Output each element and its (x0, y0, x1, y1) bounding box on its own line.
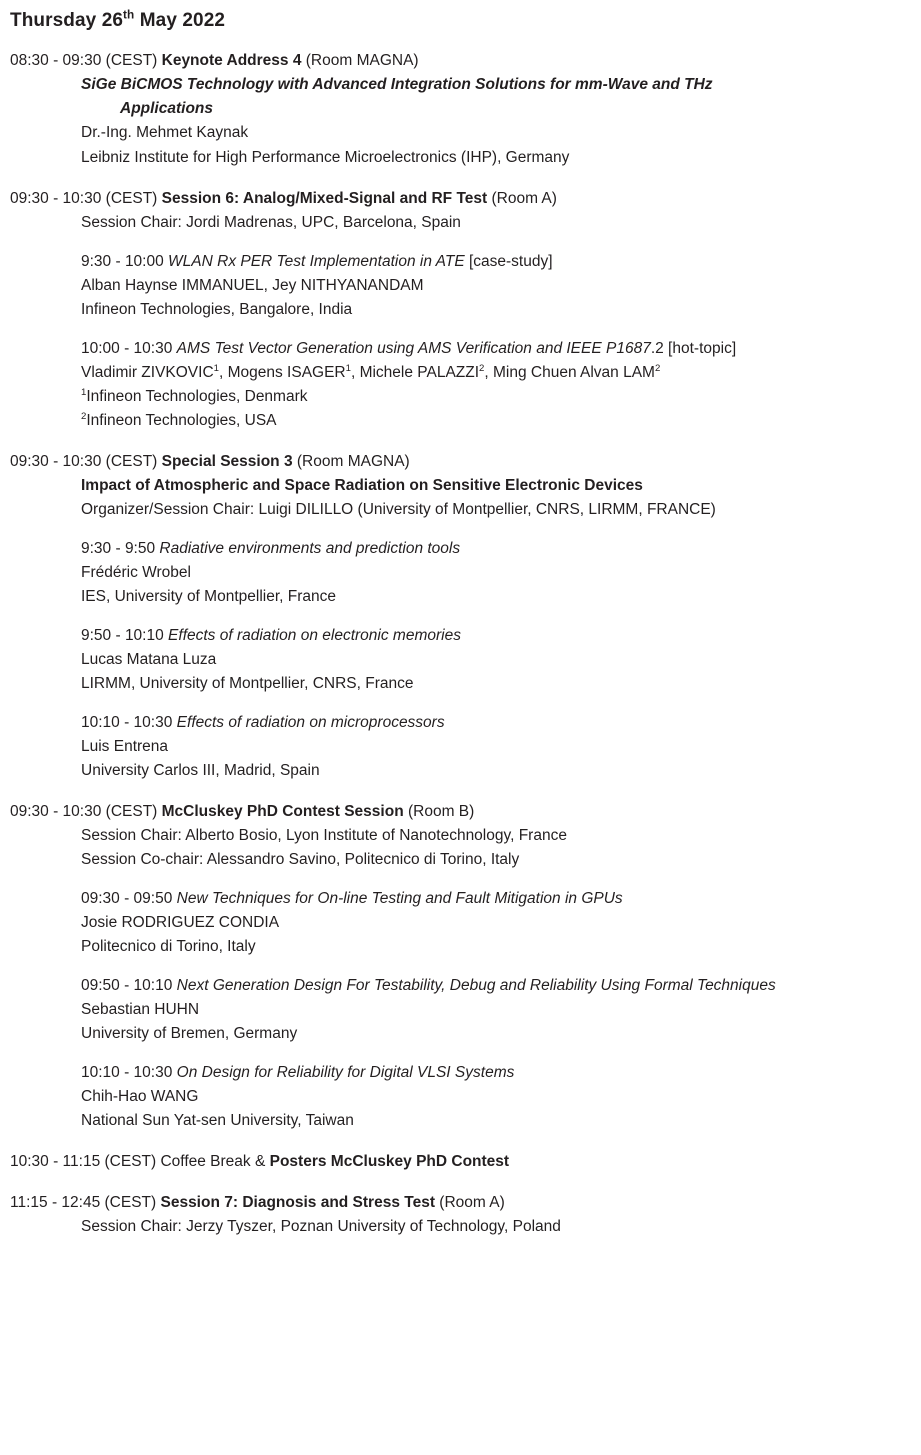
schedule-line (81, 146, 911, 170)
text-run: Josie RODRIGUEZ CONDIA (81, 913, 280, 931)
text-run: Luis Entrena (81, 737, 169, 755)
schedule-line (10, 1150, 911, 1174)
schedule-line (81, 385, 911, 409)
text-run: (Room A) (434, 1194, 505, 1212)
text-run: Dr.-Ing. Mehmet Kaynak (81, 124, 249, 142)
text-run: , Ming Chuen Alvan LAM (484, 363, 655, 381)
schedule-list (10, 49, 911, 1239)
line-spacer (10, 322, 911, 337)
text-run: Lucas Matana Luza (81, 650, 217, 668)
text-run: Infineon Technologies, Denmark (86, 387, 308, 405)
text-run: On Design for Reliability for Digital VLSI Systems (176, 1063, 515, 1081)
schedule-line (120, 97, 911, 121)
schedule-line (81, 1085, 911, 1109)
schedule-line (81, 735, 911, 759)
text-run: Infineon Technologies, USA (86, 411, 277, 429)
schedule-line (81, 274, 911, 298)
text-run: , Mogens ISAGER (218, 363, 346, 381)
text-run: 11:15 - 12:45 (CEST) (10, 1194, 161, 1212)
schedule-block (10, 1191, 911, 1239)
text-run: 09:50 - 10:10 (81, 976, 177, 994)
text-run: National Sun Yat-sen University, Taiwan (81, 1112, 354, 1130)
text-run: , Michele PALAZZI (350, 363, 480, 381)
schedule-block (10, 800, 911, 1133)
schedule-line (81, 1215, 911, 1239)
text-run: 10:00 - 10:30 (81, 339, 177, 357)
schedule-line (10, 1191, 911, 1215)
line-spacer (10, 696, 911, 711)
schedule-line (81, 585, 911, 609)
schedule-line (81, 711, 911, 735)
text-run: Effects of radiation on microprocessors (176, 713, 445, 731)
schedule-line (81, 498, 911, 522)
text-run: 9:30 - 10:00 (81, 252, 169, 270)
schedule-line (81, 759, 911, 783)
schedule-line (10, 450, 911, 474)
text-run: Radiative environments and prediction tools (159, 539, 461, 557)
affiliation-marker: 1 (213, 362, 219, 374)
schedule-line (81, 911, 911, 935)
text-run: Alban Haynse IMMANUEL, Jey NITHYANANDAM (81, 276, 424, 294)
text-run: Session Co-chair: Alessandro Savino, Politecnico di Torino, Italy (81, 850, 520, 868)
schedule-line (81, 935, 911, 959)
text-run: 09:30 - 10:30 (CEST) (10, 452, 162, 470)
line-spacer (10, 872, 911, 887)
text-run: Infineon Technologies, Bangalore, India (81, 300, 353, 318)
text-run: 9:30 - 9:50 (81, 539, 160, 557)
line-spacer (10, 1046, 911, 1061)
schedule-line (81, 648, 911, 672)
text-run: 10:10 - 10:30 (81, 713, 177, 731)
text-run: Leibniz Institute for High Performance Microelectronics (IHP), Germany (81, 148, 570, 166)
schedule-line (81, 998, 911, 1022)
text-run: Sebastian HUHN (81, 1000, 200, 1018)
line-spacer (10, 235, 911, 250)
text-run: 9:50 - 10:10 (81, 626, 169, 644)
text-run: Session 6: Analog/Mixed-Signal and RF Test (161, 189, 488, 207)
line-spacer (10, 609, 911, 624)
text-run: 09:30 - 10:30 (CEST) (10, 189, 162, 207)
schedule-line (81, 337, 911, 361)
schedule-line (81, 848, 911, 872)
text-run: 10:30 - 11:15 (CEST) Coffee Break & (10, 1153, 270, 1171)
schedule-line (81, 474, 911, 498)
day-title-rest: May 2022 (134, 10, 226, 31)
text-run: 08:30 - 09:30 (CEST) (10, 52, 162, 70)
text-run: (Room MAGNA) (301, 52, 419, 70)
affiliation-marker: 2 (81, 410, 87, 422)
schedule-line (10, 49, 911, 73)
schedule-line (81, 361, 911, 385)
page-title (10, 6, 911, 35)
schedule-line (10, 800, 911, 824)
text-run: Session Chair: Alberto Bosio, Lyon Institute of Nanotechnology, France (81, 826, 567, 844)
text-run: Next Generation Design For Testability, Debug and Reliability Using Formal Techniques (176, 976, 776, 994)
schedule-line (81, 298, 911, 322)
text-run: Vladimir ZIVKOVIC (81, 363, 214, 381)
text-run: IES, University of Montpellier, France (81, 587, 336, 605)
text-run: Effects of radiation on electronic memories (168, 626, 461, 644)
day-title-main: Thursday 26 (10, 10, 124, 31)
schedule-block (10, 1150, 911, 1174)
schedule-line (81, 250, 911, 274)
text-run: WLAN Rx PER Test Implementation in ATE (168, 252, 465, 270)
schedule-line (81, 121, 911, 145)
schedule-line (81, 561, 911, 585)
affiliation-marker: 1 (81, 386, 87, 398)
schedule-block (10, 450, 911, 783)
text-run: Applications (120, 100, 214, 118)
text-run: Session Chair: Jerzy Tyszer, Poznan University of Technology, Poland (81, 1218, 561, 1236)
schedule-line (81, 824, 911, 848)
text-run: .2 [hot-topic] (650, 339, 737, 357)
schedule-line (81, 1061, 911, 1085)
day-title-ordinal-suffix: th (123, 8, 135, 22)
text-run: McCluskey PhD Contest Session (161, 802, 404, 820)
text-run: New Techniques for On-line Testing and Fault Mitigation in GPUs (176, 889, 623, 907)
schedule-line (81, 409, 911, 433)
text-run: (Room MAGNA) (292, 452, 410, 470)
text-run: 09:30 - 10:30 (CEST) (10, 802, 162, 820)
text-run: 09:30 - 09:50 (81, 889, 177, 907)
schedule-line (10, 187, 911, 211)
text-run: Impact of Atmospheric and Space Radiation on Sensitive Electronic Devices (81, 476, 643, 494)
line-spacer (10, 959, 911, 974)
text-run: Politecnico di Torino, Italy (81, 937, 256, 955)
schedule-line (81, 672, 911, 696)
text-run: Special Session 3 (161, 452, 293, 470)
schedule-line (81, 624, 911, 648)
text-run: Keynote Address 4 (161, 52, 302, 70)
text-run: AMS Test Vector Generation using AMS Verification and IEEE P1687 (176, 339, 651, 357)
schedule-line (81, 887, 911, 911)
text-run: University Carlos III, Madrid, Spain (81, 761, 320, 779)
text-run: 10:10 - 10:30 (81, 1063, 177, 1081)
text-run: University of Bremen, Germany (81, 1024, 298, 1042)
text-run: Frédéric Wrobel (81, 563, 191, 581)
text-run: (Room B) (403, 802, 475, 820)
line-spacer (10, 522, 911, 537)
text-run: Chih-Hao WANG (81, 1088, 199, 1105)
schedule-line (81, 974, 911, 998)
affiliation-marker: 2 (479, 362, 485, 374)
schedule-block (10, 49, 911, 169)
text-run: Organizer/Session Chair: Luigi DILILLO (University of Montpellier, CNRS, LIRMM, FRANCE) (81, 500, 716, 518)
schedule-line (81, 1022, 911, 1046)
schedule-block (10, 187, 911, 433)
text-run: (Room A) (487, 189, 557, 207)
schedule-line (81, 537, 911, 561)
schedule-line (81, 73, 911, 97)
schedule-line (81, 211, 911, 235)
affiliation-marker: 1 (345, 362, 351, 374)
affiliation-marker: 2 (654, 362, 661, 374)
text-run: Session Chair: Jordi Madrenas, UPC, Barcelona, Spain (81, 213, 461, 231)
text-run: Posters McCluskey PhD Contest (269, 1153, 510, 1171)
text-run: LIRMM, University of Montpellier, CNRS, France (81, 674, 414, 692)
text-run: Session 7: Diagnosis and Stress Test (160, 1194, 435, 1212)
text-run: SiGe BiCMOS Technology with Advanced Integration Solutions for mm-Wave and THz (81, 76, 713, 94)
text-run: [case-study] (464, 252, 553, 270)
schedule-line (81, 1109, 911, 1133)
